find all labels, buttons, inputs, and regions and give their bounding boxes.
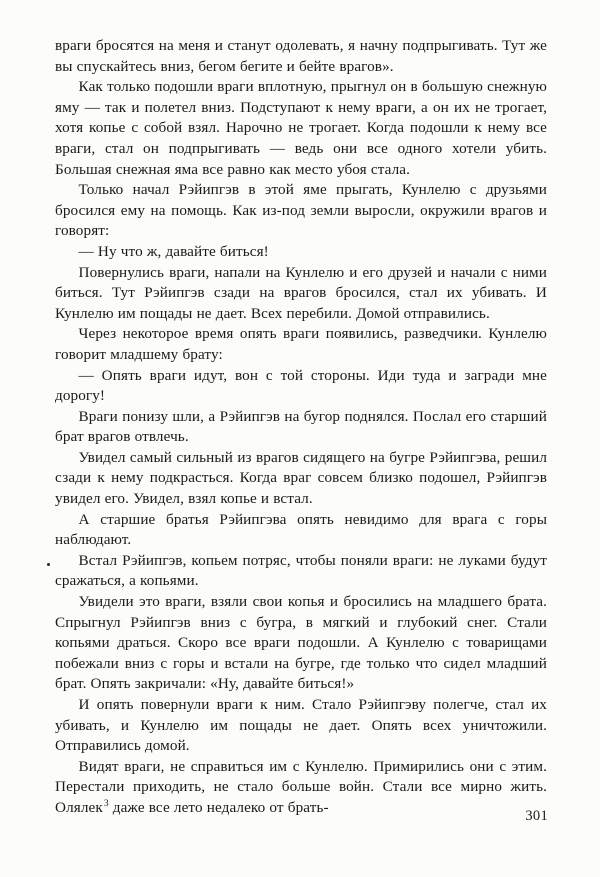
paragraph-with-footnote	[55, 757, 547, 819]
dialogue-line: — Ну что ж, давайте биться!	[78, 242, 269, 260]
text-column	[55, 36, 547, 819]
footnote-text-after: даже все лето недалеко от брать-	[108, 798, 329, 816]
margin-dot-mark	[47, 563, 50, 566]
paragraph: И опять повернули враги к ним. Стало Рэйипгэву полегче, стал их убивать, и Кунлелю им пощады не дает. Опять всех уничтожили. Отправились домой.	[55, 696, 547, 755]
footnote-text-before: Видят враги, не справиться им с Кунлелю. Примирились они с этим. Перестали приходить, не стало больше войн. Стали все мирно жить. Олялек	[55, 757, 547, 816]
paragraph: Как только подошли враги вплотную, прыгнул он в большую снежную яму — так и полетел вниз. Подступают к нему враги, а он их не трогает, хотя копье с собой взял. Нарочно не трогает. Когда подошли к нему все враги, стал он подпрыгивать — ведь они все одного хотели убить. Большая снежная яма все равно как место убоя стала.	[55, 78, 547, 178]
paragraph: Только начал Рэйипгэв в этой яме прыгать, Кунлелю с друзьями бросился ему на помощь. Как из-под земли выросли, окружили врагов и говорят:	[55, 181, 547, 240]
footnote-marker: 3	[103, 798, 109, 809]
page-number: 301	[525, 808, 548, 824]
paragraph: А старшие братья Рэйипгэва опять невидимо для врага с горы наблюдают.	[55, 510, 547, 549]
paragraph: Через некоторое время опять враги появились, разведчики. Кунлелю говорит младшему брату:	[55, 325, 547, 363]
paragraph: враги бросятся на меня и станут одолевать, я начну подпрыгивать. Тут же вы спускайтесь вниз, бегом бегите и бейте врагов».	[55, 37, 547, 75]
paragraph: Увидели это враги, взяли свои копья и бросились на младшего брата. Спрыгнул Рэйипгэв вниз с бугра, в мягкий и глубокий снег. Стали копьями драться. Скоро все враги подошли. А Кунлелю с товарищами побежали вниз с горы и встали на бугре, где только что сидел младший брат. Опять закричали: «Ну, давайте биться!»	[55, 593, 547, 693]
paragraph: Увидел самый сильный из врагов сидящего на бугре Рэйипгэва, решил сзади к нему подкрасться. Когда враг совсем близко подошел, Рэйипгэв увидел его. Увидел, взял копье и встал.	[55, 448, 547, 508]
paragraph: Встал Рэйипгэв, копьем потряс, чтобы поняли враги: не луками будут сражаться, а копьями.	[55, 551, 547, 590]
paragraph: Повернулись враги, напали на Кунлелю и его друзей и начали с ними биться. Тут Рэйипгэв сзади на врагов бросился, стал их убивать. И Кунлелю им пощады не дает. Всех перебили. Домой отправились.	[55, 263, 547, 322]
paragraph: Враги понизу шли, а Рэйипгэв на бугор поднялся. Послал его старший брат врагов отвлечь.	[55, 407, 547, 446]
dialogue-line: — Опять враги идут, вон с той стороны. Иди туда и загради мне дорогу!	[55, 366, 547, 405]
